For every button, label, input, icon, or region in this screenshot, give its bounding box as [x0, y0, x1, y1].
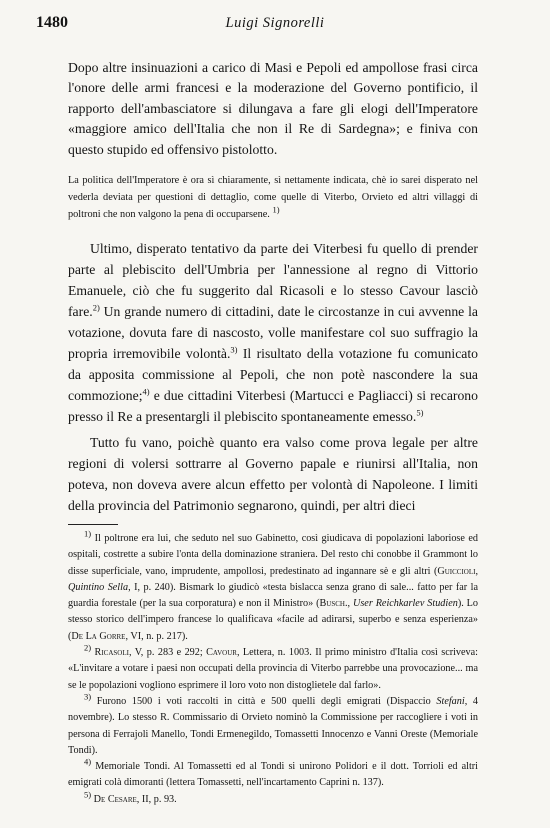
- footnote-ref-1: 1): [272, 204, 280, 215]
- footnote-ref-2: 2): [92, 302, 100, 313]
- page-number: 1480: [36, 14, 68, 31]
- footnotes: [68, 528, 479, 808]
- footnote-ref-5: 5): [416, 407, 424, 418]
- running-title: Luigi Signorelli: [225, 15, 325, 31]
- footnote-divider: [68, 524, 118, 525]
- footnote-ref-4: 4): [142, 386, 150, 397]
- running-header: [36, 14, 514, 36]
- footnote-ref-3: 3): [230, 344, 238, 355]
- body-paragraph-1: Dopo altre insinuazioni a carico di Masi e Pepoli ed ampollose frasi circa l'onore delle armi francesi e la moderazione del Governo pontificio, il rapporto dell'ambasciatore si dilungava a fare gli elogi dell'Imperatore «maggiore amico dell'Italia che non il Re di Sardegna»; e finiva con questo stupido ed offensivo pistolotto.: [68, 60, 478, 157]
- footnote-3: $^{3)}$ Furono 1500 i voti raccolti in città e 500 quelli degli emigrati (Dispaccio Stefani, 4 novembre). Lo stesso R. Commissario di Orvieto nominò la Commissione per raccogliere i voti in persona di Ferrajoli Manello, Tondi Ermenegildo, Tomassetti Innocenzo e Vanni Oreste (Memoriale Tondi).: [68, 691, 479, 756]
- footnote-5: $^{5)}$ De Cesare, II, p. 93.: [84, 789, 177, 805]
- body-paragraph-2: Ultimo, disperato tentativo da parte dei Viterbesi fu quello di prender parte al plebiscito dell'Umbria per l'annessione al regno di Vittorio Emanuele, ciò che fu suggerito dal Ricasoli e lo stesso Cavour lasciò fare.$^{2)}$ Un grande numero di cittadini, date le circostanze in cui avvenne la votazione, dovuta fare di nascosto, volle manifestare col suo suffragio la propria irremovibile volontà.$^{3)}$ Il risultato della votazione fu comunicato da apposita commissione al Pepoli, che non potè nascondere la sua commozione;$^{4)}$ e due cittadini Viterbesi (Martucci e Pagliacci) si recarono presso il Re a presentargli il plebiscito spontaneamente emesso.$^{5)}$: [68, 241, 478, 424]
- body-paragraph-3: Tutto fu vano, poichè quanto era valso come prova legale per altre regioni di volersi sottrarre al Governo papale e riunirsi all'Italia, non poteva, non doveva avere alcun effetto per volontà di Napoleone. I limiti della provincia del Patrimonio segnarono, quindi, per altri dieci: [68, 435, 478, 513]
- footnote-4: $^{4)}$ Memoriale Tondi. Al Tomassetti ed al Tondi si unirono Polidori e il dott. Torrioli ed altri emigrati colà dimoranti (lettera Tomassetti, nell'incartamento Caprini n. 137).: [68, 756, 478, 789]
- footnote-1: $^{1)}$ Il poltrone era lui, che seduto nel suo Gabinetto, così giudicava di popolazioni laboriose ed ospitali, costrette a subire l'onta della dominazione straniera. Del resto chi conobbe il Grammont lo disse superficiale, vano, imprudente, ampollosi, predestinato ad ingannare sè e gli altri (Guiccioli, Quintino Sella, I, p. 240). Bismark lo giudicò «testa bislacca senza grano di sale... fatto per far la guardia forestale (per la sua corporatura) e non il Ministro» (Busch., User Reichkarlev Studien). Lo stesso storico dell'impero francese lo qualificava «facile ad adirarsi, superbo e senza esperienza» (De La Gorre, VI, n. p. 217).: [68, 528, 478, 642]
- block-quote: La politica dell'Imperatore è ora sì chiaramente, sì nettamente indicata, chè io sarei disperato nel vederla deviata per questioni di dettaglio, come quelle di Viterbo, Orvieto ed altri villaggi di poltroni che non valgono la pena di occuparsene. $^{1)}$: [68, 175, 478, 220]
- footnote-2: $^{2)}$ Ricasoli, V, p. 283 e 292; Cavour, Lettera, n. 1003. Il primo ministro d'Italia così scriveva: «L'invitare a votare i paesi non occupati della provincia di Viterbo parrebbe una provocazione... ma se le popolazioni vogliono esprimere il loro voto non distoglietele dal farlo».: [68, 642, 478, 691]
